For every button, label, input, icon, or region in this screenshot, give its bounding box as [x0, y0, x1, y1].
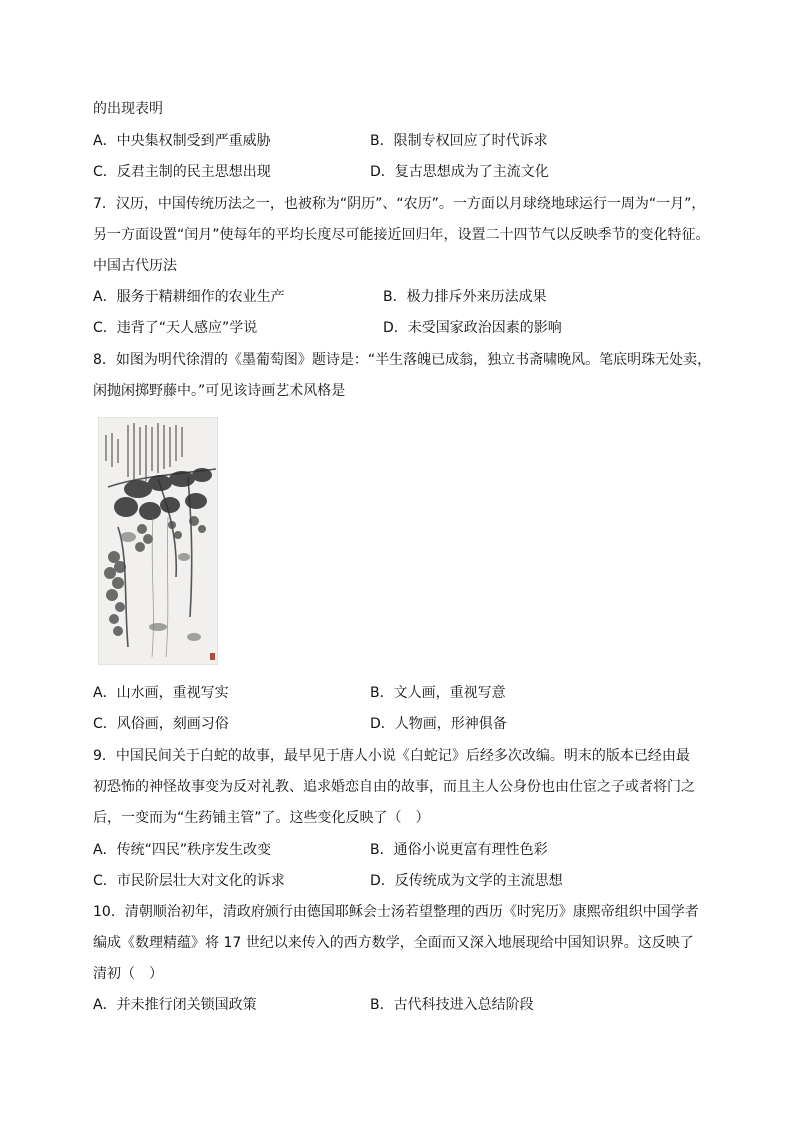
q10-option-b: B．古代科技进入总结阶段: [370, 997, 534, 1013]
grape-painting-image: [98, 417, 218, 665]
q8-stem-line1: 8．如图为明代徐渭的《墨葡萄图》题诗是：“半生落魄已成翁，独立书斋啸晚风。笔底明珠无处卖，: [93, 352, 712, 368]
q9-option-d: D．反传统成为文学的主流思想: [370, 873, 563, 889]
q6-option-d: D．复古思想成为了主流文化: [370, 164, 549, 180]
q8-option-d: D．人物画，形神俱备: [370, 716, 507, 732]
q6-stem-tail: 的出现表明: [93, 101, 163, 117]
q8-option-b: B．文人画，重视写意: [370, 685, 506, 701]
q8-stem-line2: 闲抛闲掷野藤中。”可见该诗画艺术风格是: [93, 383, 346, 399]
q7-option-b: B．极力排斥外来历法成果: [383, 289, 547, 305]
q9-option-a: A．传统“四民”秩序发生改变: [93, 842, 272, 858]
q6-option-a: A．中央集权制受到严重威胁: [93, 133, 271, 149]
q6-option-c: C．反君主制的民主思想出现: [93, 164, 271, 180]
q9-stem-line2: 初恐怖的神怪故事变为反对礼教、追求婚恋自由的故事，而且主人公身份也由仕宦之子或者将门之: [93, 779, 695, 795]
q9-option-c: C．市民阶层壮大对文化的诉求: [93, 873, 285, 889]
q7-stem-line1: 7．汉历，中国传统历法之一，也被称为“阴历”、“农历”。一方面以月球绕地球运行一周为“一月”，: [93, 196, 706, 212]
q6-option-b: B．限制专权回应了时代诉求: [370, 133, 548, 149]
q8-option-c: C．风俗画，刻画习俗: [93, 716, 229, 732]
q7-option-c: C．违背了“天人感应”学说: [93, 320, 258, 336]
q10-stem-line3: 清初（ ）: [93, 966, 163, 982]
q9-option-b: B．通俗小说更富有理性色彩: [370, 842, 548, 858]
q9-stem-line3: 后，一变而为“生药铺主管”了。这些变化反映了（ ）: [93, 810, 430, 826]
q8-option-a: A．山水画，重视写实: [93, 685, 229, 701]
q7-stem-line2: 另一方面设置“闰月”使每年的平均长度尽可能接近回归年，设置二十四节气以反映季节的变化特征。: [93, 227, 710, 243]
q7-option-d: D．未受国家政治因素的影响: [383, 320, 562, 336]
q10-stem-line2: 编成《数理精蕴》将 17 世纪以来传入的西方数学，全面而又深入地展现给中国知识界。这反映了: [93, 935, 694, 951]
q10-stem-line1: 10．清朝顺治初年，清政府颁行由德国耶稣会士汤若望整理的西历《时宪历》康熙帝组织中国学者: [93, 904, 699, 920]
q7-stem-line3: 中国古代历法: [93, 258, 177, 274]
q7-option-a: A．服务于精耕细作的农业生产: [93, 289, 285, 305]
q9-stem-line1: 9．中国民间关于白蛇的故事，最早见于唐人小说《白蛇记》后经多次改编。明末的版本已经由最: [93, 748, 690, 764]
q10-option-a: A．并未推行闭关锁国政策: [93, 997, 257, 1013]
